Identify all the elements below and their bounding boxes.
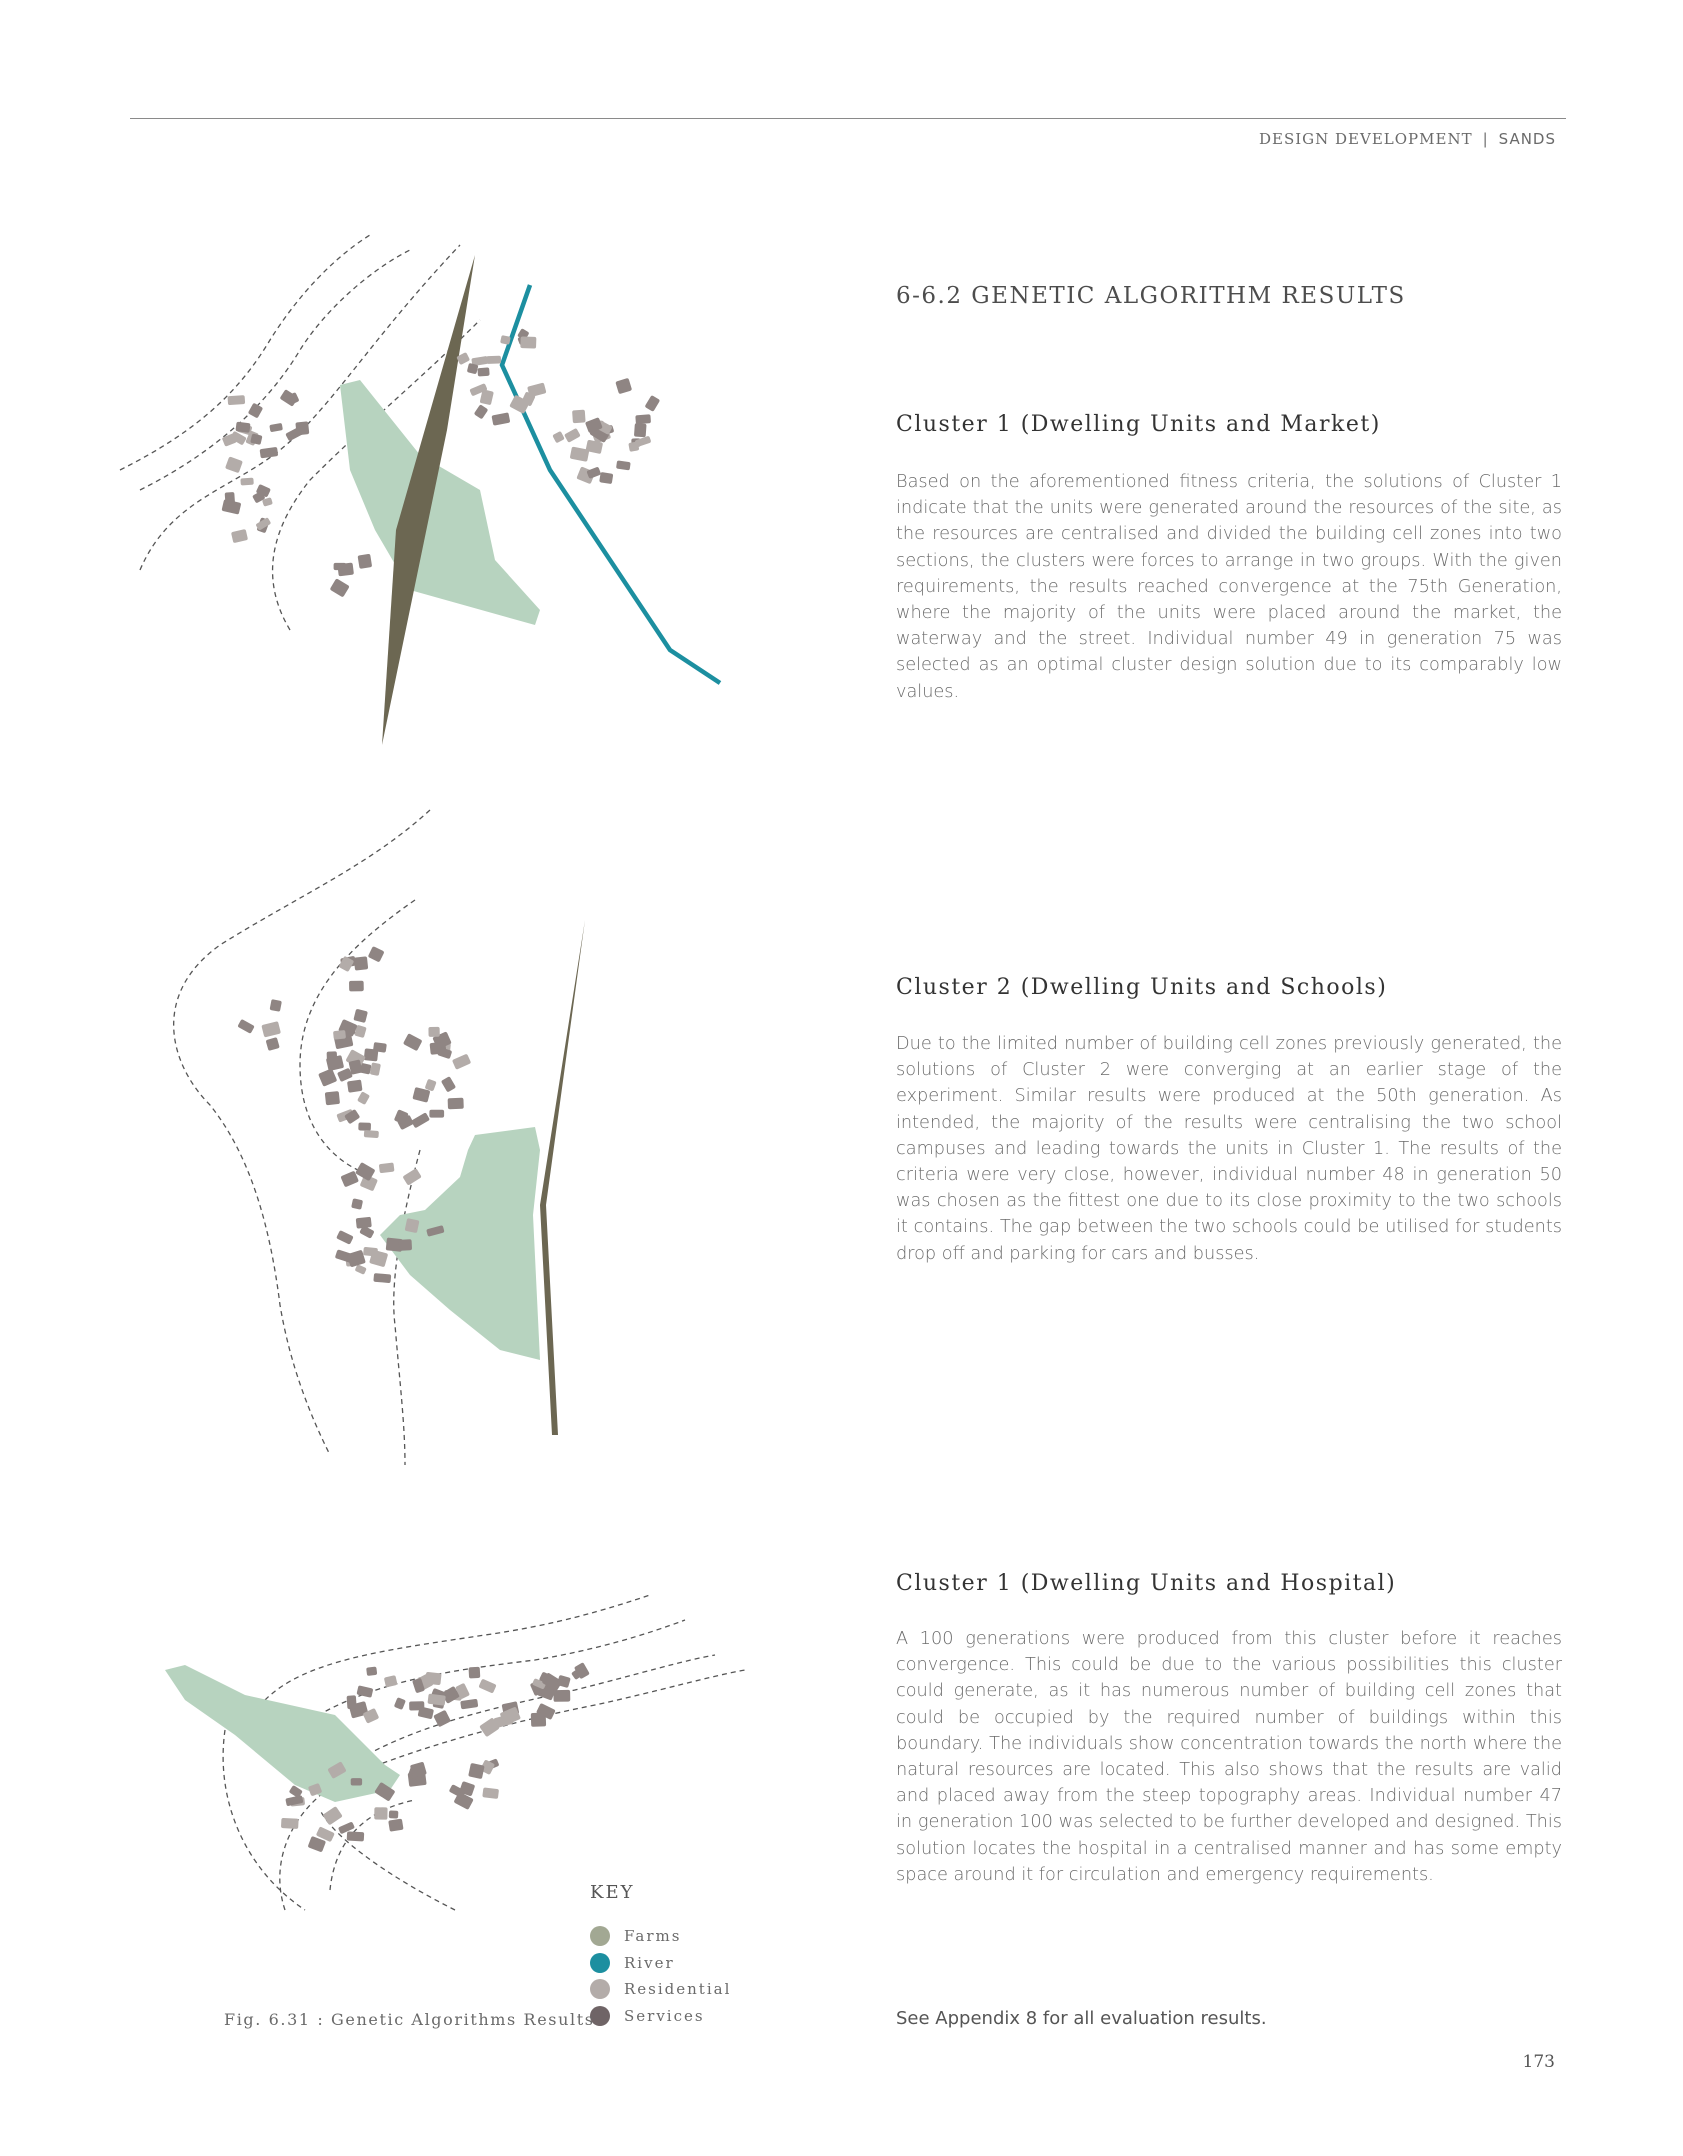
main-road bbox=[540, 920, 585, 1435]
building-footprint bbox=[425, 1079, 437, 1092]
building-footprint bbox=[552, 431, 565, 443]
key-label-residential: Residential bbox=[624, 1980, 732, 1999]
cluster-1-hospital-heading: Cluster 1 (Dwelling Units and Hospital) bbox=[896, 1571, 1397, 1596]
building-footprint bbox=[355, 1264, 367, 1275]
building-footprint bbox=[428, 1027, 439, 1037]
appendix-note: See Appendix 8 for all evaluation results. bbox=[896, 2008, 1267, 2029]
building-footprint bbox=[353, 1009, 368, 1023]
building-footprint bbox=[347, 1831, 365, 1841]
building-footprint bbox=[358, 554, 373, 569]
building-footprint bbox=[228, 395, 246, 405]
building-footprint bbox=[429, 1110, 444, 1118]
residential-swatch bbox=[590, 1979, 610, 1999]
header-rule bbox=[130, 118, 1566, 119]
building-footprint bbox=[572, 410, 586, 424]
building-footprint bbox=[616, 460, 631, 470]
building-footprint bbox=[394, 1697, 406, 1710]
building-footprint bbox=[336, 1230, 354, 1245]
building-footprint bbox=[635, 414, 651, 424]
building-footprint bbox=[358, 1122, 371, 1130]
building-footprint bbox=[364, 1130, 379, 1138]
key-label-farms: Farms bbox=[624, 1927, 682, 1946]
building-footprint bbox=[248, 403, 263, 419]
key-legend bbox=[590, 1882, 731, 2029]
building-footprint bbox=[322, 1806, 342, 1825]
cluster-2-schools-body: Due to the limited number of building cell zones previously generated, the solutions of Cluster 2 were converging at an earlier stage of the experiment. Similar results were produced at the 50th generation. As intended, the majority of the results were centralising the two school campuses and leading towards the units in Cluster 1. The results of the criteria were very close, however, individual number 48 in generation 50 was chosen as the fittest one due to its close proximity to the two schools it contains. The gap between the two schools could be utilised for students drop off and parking for cars and busses. bbox=[896, 1034, 1562, 1264]
building-footprint bbox=[318, 1068, 337, 1087]
building-footprint bbox=[357, 1091, 370, 1105]
building-footprint bbox=[460, 1699, 478, 1710]
section-title: 6-6.2 GENETIC ALGORITHM RESULTS bbox=[896, 283, 1406, 309]
figure-caption: Fig. 6.31 : Genetic Algorithms Results bbox=[224, 2010, 595, 2029]
key-item-services bbox=[590, 2003, 731, 2030]
key-title: KEY bbox=[590, 1882, 635, 1903]
building-footprint bbox=[482, 1787, 499, 1799]
building-footprint bbox=[615, 378, 632, 394]
key-item-residential bbox=[590, 1976, 731, 2003]
building-footprint bbox=[553, 1690, 570, 1702]
building-footprint bbox=[399, 1239, 412, 1251]
building-footprint bbox=[225, 492, 235, 506]
running-head-brand: SANDS bbox=[1498, 130, 1556, 148]
building-footprint bbox=[635, 436, 652, 448]
farms-swatch bbox=[590, 1926, 610, 1946]
building-footprint bbox=[280, 389, 299, 407]
building-footprint bbox=[333, 1030, 346, 1040]
page-number: 173 bbox=[1522, 2052, 1555, 2072]
building-footprint bbox=[468, 1763, 485, 1779]
building-footprint bbox=[427, 1694, 445, 1706]
building-footprint bbox=[469, 1667, 481, 1679]
building-footprint bbox=[599, 472, 613, 484]
building-footprint bbox=[527, 382, 546, 397]
building-footprint bbox=[531, 1713, 546, 1727]
building-footprint bbox=[240, 478, 253, 486]
cluster-2-schools-diagram bbox=[150, 805, 610, 1485]
building-footprint bbox=[356, 1217, 372, 1229]
cluster-1-market-heading: Cluster 1 (Dwelling Units and Market) bbox=[896, 412, 1381, 437]
running-head bbox=[1259, 130, 1556, 148]
building-footprint bbox=[425, 1672, 442, 1685]
building-footprint bbox=[441, 1076, 456, 1092]
key-item-farms bbox=[590, 1923, 731, 1950]
key-label-river: River bbox=[624, 1953, 675, 1972]
cluster-1-hospital-body: A 100 generations were produced from this cluster before it reaches convergence. This could be due to the various possibilities this cluster could generate, as it has numerous number of building cell zones that could be occupied by the required number of buildings within this boundary. The individuals show concentration towards the north where the natural resources are located. This also shows that the results are valid and placed away from the steep topography areas. Individual number 47 in generation 100 was selected to be further developed and designed. This solution locates the hospital in a centralised manner and has some empty space around it for circulation and emergency requirements. bbox=[896, 1629, 1562, 1885]
building-footprint bbox=[330, 578, 350, 597]
building-footprint bbox=[364, 1048, 379, 1061]
building-footprint bbox=[500, 335, 511, 345]
key-label-services: Services bbox=[624, 2006, 705, 2025]
topography-contours bbox=[174, 810, 430, 1465]
building-footprint bbox=[433, 1710, 451, 1728]
building-footprint bbox=[452, 1054, 471, 1070]
river-swatch bbox=[590, 1953, 610, 1973]
building-footprint bbox=[231, 529, 248, 543]
building-footprint bbox=[349, 981, 364, 992]
building-footprint bbox=[411, 1112, 430, 1128]
building-footprint bbox=[634, 423, 647, 437]
building-footprint bbox=[478, 1679, 496, 1694]
building-footprint bbox=[491, 412, 510, 425]
cluster-1-market-diagram bbox=[110, 230, 750, 760]
building-footprint bbox=[368, 946, 385, 962]
building-footprint bbox=[325, 1091, 340, 1105]
building-footprint bbox=[347, 1695, 357, 1709]
building-footprint bbox=[373, 1273, 391, 1283]
building-footprint bbox=[520, 336, 536, 348]
building-footprint bbox=[354, 956, 368, 970]
building-footprint bbox=[379, 1162, 395, 1173]
building-footprint bbox=[237, 1019, 254, 1034]
building-footprint bbox=[281, 1818, 299, 1829]
running-head-section: DESIGN DEVELOPMENT bbox=[1258, 130, 1473, 148]
building-footprint bbox=[270, 999, 282, 1012]
building-footprint bbox=[374, 1807, 387, 1820]
building-footprint bbox=[645, 395, 661, 412]
building-footprint bbox=[370, 1062, 381, 1076]
cluster-1-market-body: Based on the aforementioned fitness criteria, the solutions of Cluster 1 indicate that the units were generated around the resources of the site, as the resources are centralised and divided the building cell zones into two sections, the clusters were forces to arrange in two groups. With the given requirements, the results reached convergence at the 75th Generation, where the majority of the units were placed around the market, the waterway and the street. Individual number 49 in generation 75 was selected as an optimal cluster design solution due to its comparably low values. bbox=[896, 472, 1562, 702]
building-footprint bbox=[474, 404, 489, 419]
building-footprint bbox=[389, 1810, 399, 1818]
building-footprint bbox=[285, 426, 304, 441]
building-footprint bbox=[269, 423, 283, 432]
building-footprint bbox=[225, 456, 243, 473]
building-footprint bbox=[564, 428, 581, 443]
building-footprint bbox=[261, 1021, 281, 1037]
building-footprint bbox=[351, 1198, 363, 1210]
building-footprint bbox=[405, 1218, 420, 1233]
building-footprint bbox=[448, 1098, 464, 1110]
cluster-2-schools-heading: Cluster 2 (Dwelling Units and Schools) bbox=[896, 975, 1388, 1000]
building-footprint bbox=[403, 1033, 423, 1051]
building-footprint bbox=[235, 422, 250, 433]
building-footprint bbox=[337, 563, 354, 577]
building-footprint bbox=[384, 1675, 398, 1687]
key-item-river bbox=[590, 1950, 731, 1977]
building-footprint bbox=[402, 1168, 421, 1186]
running-head-separator: | bbox=[1482, 130, 1489, 148]
building-footprint bbox=[347, 1080, 363, 1093]
building-footprint bbox=[477, 367, 489, 376]
building-group bbox=[237, 946, 471, 1283]
building-footprint bbox=[266, 1037, 280, 1051]
building-footprint bbox=[486, 356, 501, 364]
building-footprint bbox=[366, 1667, 377, 1676]
building-footprint bbox=[351, 1778, 362, 1785]
building-footprint bbox=[388, 1819, 403, 1832]
building-footprint bbox=[409, 1701, 424, 1710]
building-footprint bbox=[260, 447, 279, 459]
